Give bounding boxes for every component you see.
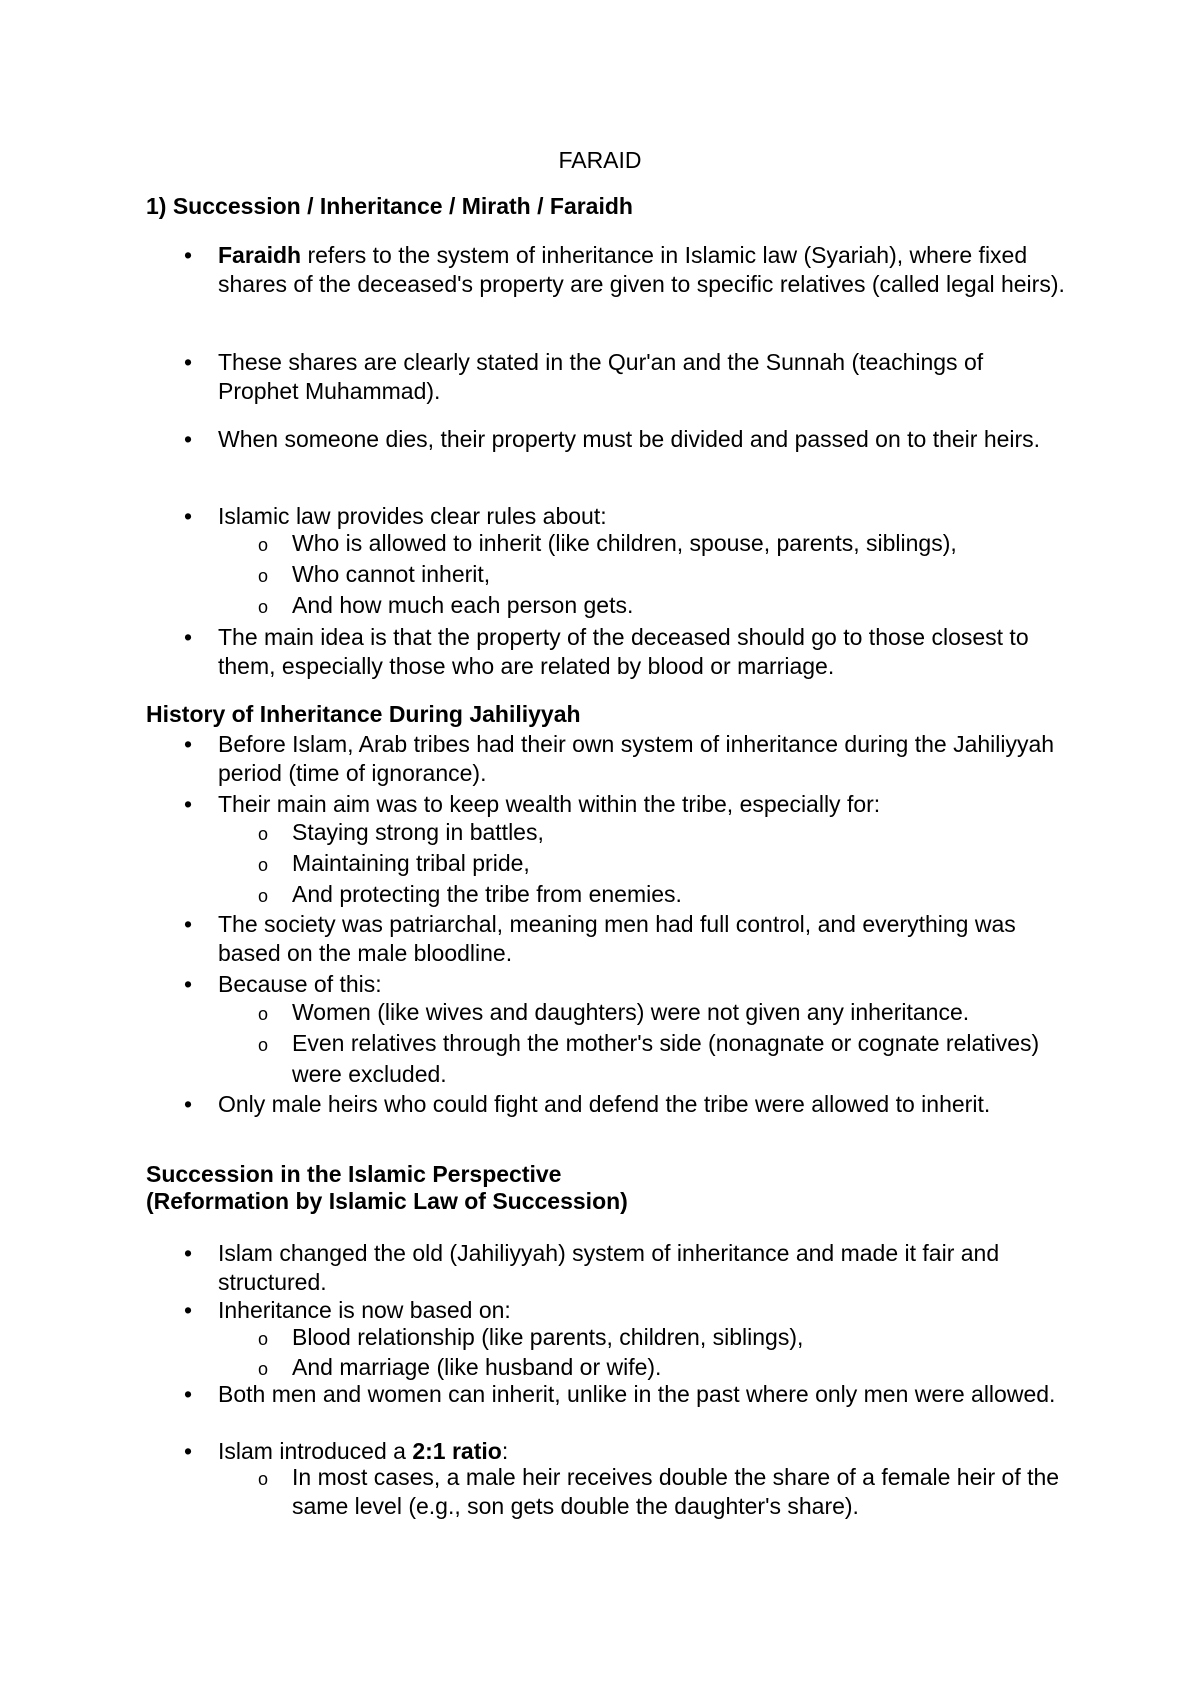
- sub-item-who-inherits: o Who is allowed to inherit (like children, spouse, parents, siblings),: [292, 528, 1072, 559]
- list-item-main-aim: • Their main aim was to keep wealth within the tribe, especially for:: [218, 790, 1068, 819]
- sub-item-tribal-pride: o Maintaining tribal pride,: [292, 848, 1072, 879]
- list-item-both-inherit: • Both men and women can inherit, unlike in the past where only men were allowed.: [218, 1380, 1068, 1409]
- list-item-patriarchal: • The society was patriarchal, meaning men had full control, and everything was based on the male bloodline.: [218, 910, 1068, 967]
- section-heading-islamic-perspective: Succession in the Islamic Perspective: [146, 1161, 562, 1187]
- ratio-colon: :: [501, 1438, 509, 1464]
- section-heading-jahiliyyah: History of Inheritance During Jahiliyyah: [146, 701, 581, 727]
- sub-item-marriage: o And marriage (like husband or wife).: [292, 1352, 1072, 1383]
- term-faraidh: Faraidh: [218, 242, 302, 268]
- sub-item-women-excluded: o Women (like wives and daughters) were not given any inheritance.: [292, 997, 1072, 1028]
- list-item-shares-stated: • These shares are clearly stated in the Qur'an and the Sunnah (teachings of Prophet Muhammad).: [218, 348, 1068, 405]
- list-item-ratio: [218, 1437, 1068, 1466]
- section-heading-succession: 1) Succession / Inheritance / Mirath / Faraidh: [146, 193, 633, 219]
- sub-item-how-much: o And how much each person gets.: [292, 590, 1072, 621]
- list-item-main-idea: • The main idea is that the property of the deceased should go to those closest to them, especially those who are related by blood or marriage.: [218, 623, 1068, 680]
- ratio-value: 2:1 ratio: [412, 1438, 502, 1464]
- list-item-property-divided: • When someone dies, their property must be divided and passed on to their heirs.: [218, 425, 1068, 454]
- list-item-based-on: • Inheritance is now based on:: [218, 1296, 1068, 1325]
- list-item-clear-rules: • Islamic law provides clear rules about:: [218, 502, 1068, 531]
- sub-item-who-cannot: o Who cannot inherit,: [292, 559, 1072, 590]
- faraidh-definition-text: refers to the system of inheritance in Islamic law (Syariah), where fixed shares of the deceased's property are given to specific relatives (called legal heirs).: [218, 242, 1065, 297]
- sub-item-battles: o Staying strong in battles,: [292, 817, 1072, 848]
- section-subheading-reformation: (Reformation by Islamic Law of Succession): [146, 1188, 628, 1214]
- sub-item-male-double-share: o In most cases, a male heir receives double the share of a female heir of the same level (e.g., son gets double the daughter's share).: [292, 1463, 1072, 1520]
- list-item-male-heirs-only: • Only male heirs who could fight and defend the tribe were allowed to inherit.: [218, 1090, 1068, 1119]
- sub-item-protecting-tribe: o And protecting the tribe from enemies.: [292, 879, 1072, 910]
- list-item-faraidh-definition: [218, 241, 1068, 298]
- document-title: FARAID: [558, 147, 642, 173]
- list-item-before-islam: • Before Islam, Arab tribes had their own system of inheritance during the Jahiliyyah period (time of ignorance).: [218, 730, 1068, 787]
- ratio-intro-text: Islam introduced a: [218, 1438, 413, 1464]
- sub-item-cognate-excluded: o Even relatives through the mother's side (nonagnate or cognate relatives) were excluded.: [292, 1028, 1072, 1090]
- list-item-islam-changed: • Islam changed the old (Jahiliyyah) system of inheritance and made it fair and structured.: [218, 1239, 1068, 1296]
- list-item-because-of-this: • Because of this:: [218, 970, 1068, 999]
- sub-item-blood-relationship: o Blood relationship (like parents, children, siblings),: [292, 1322, 1072, 1353]
